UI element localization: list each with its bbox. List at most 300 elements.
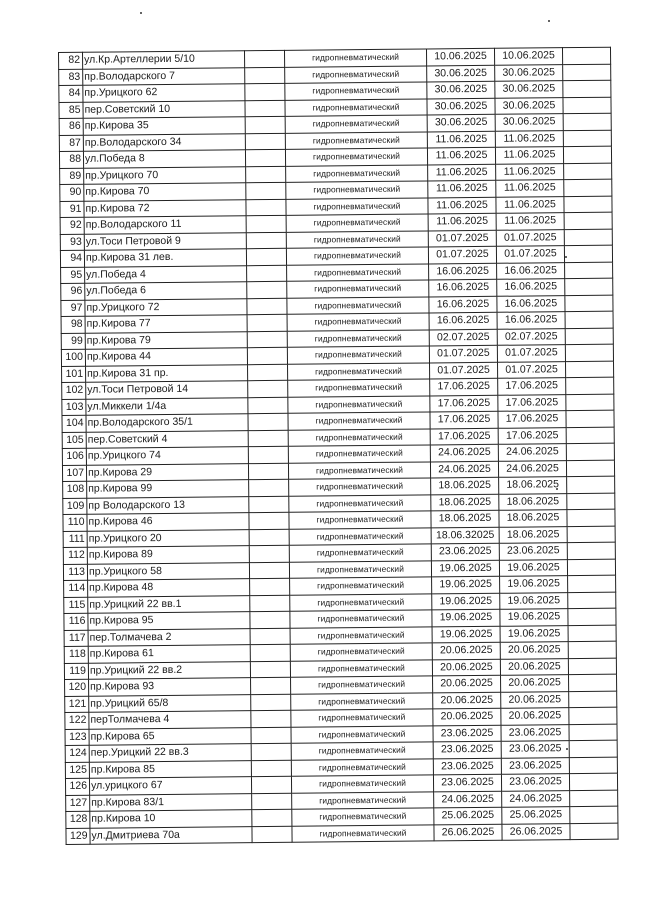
- address-cell: пр.Урицкого 58: [87, 562, 249, 580]
- row-number: 112: [63, 547, 87, 564]
- empty-cell: [247, 298, 287, 315]
- date-cell-2: 17.06.2025: [498, 394, 566, 411]
- row-number: 109: [63, 498, 87, 515]
- empty-cell: [567, 476, 615, 493]
- row-number: 101: [62, 366, 86, 383]
- empty-cell: [563, 97, 611, 114]
- address-cell: пр.Урицкий 22 вв.1: [88, 595, 250, 613]
- row-number: 129: [66, 828, 90, 845]
- date-cell-2: 16.06.2025: [497, 279, 565, 296]
- empty-cell: [246, 248, 286, 265]
- empty-cell: [569, 707, 617, 724]
- empty-cell: [567, 509, 615, 526]
- empty-cell: [249, 529, 289, 546]
- empty-cell: [250, 578, 290, 595]
- empty-cell: [569, 691, 617, 708]
- empty-cell: [247, 265, 287, 282]
- date-cell-1: 17.06.2025: [430, 411, 498, 428]
- date-cell-1: 24.06.2025: [434, 791, 502, 808]
- date-cell-2: 17.06.2025: [498, 427, 566, 444]
- address-cell: пр Володарского 13: [87, 496, 249, 514]
- date-cell-2: 25.06.2025: [502, 807, 570, 824]
- date-cell-1: 18.06.2025: [431, 510, 499, 527]
- equipment-type-cell: гидропневматический: [292, 791, 434, 809]
- equipment-type-cell: гидропневматический: [291, 709, 433, 727]
- empty-cell: [247, 331, 287, 348]
- row-number: 126: [65, 778, 89, 795]
- empty-cell: [565, 295, 613, 312]
- date-cell-2: 18.06.2025: [499, 510, 567, 527]
- date-cell-1: 11.06.2025: [427, 147, 495, 164]
- row-number: 119: [64, 663, 88, 680]
- row-number: 99: [61, 333, 85, 350]
- date-cell-1: 23.06.2025: [433, 774, 501, 791]
- date-cell-1: 01.07.2025: [429, 362, 497, 379]
- empty-cell: [251, 743, 291, 760]
- empty-cell: [247, 281, 287, 298]
- row-number: 104: [62, 415, 86, 432]
- empty-cell: [249, 512, 289, 529]
- equipment-type-cell: гидропневматический: [287, 313, 429, 331]
- date-cell-2: 16.06.2025: [497, 295, 565, 312]
- date-cell-2: 11.06.2025: [496, 180, 564, 197]
- table-body: [59, 47, 619, 844]
- row-number: 124: [65, 745, 89, 762]
- date-cell-1: 23.06.2025: [433, 758, 501, 775]
- row-number: 95: [61, 267, 85, 284]
- date-cell-1: 24.06.2025: [430, 461, 498, 478]
- date-cell-1: 10.06.2025: [426, 48, 494, 65]
- date-cell-1: 19.06.2025: [432, 626, 500, 643]
- address-cell: ул.Кр.Артеллерии 5/10: [83, 51, 245, 69]
- empty-cell: [251, 727, 291, 744]
- date-cell-1: 16.06.2025: [429, 296, 497, 313]
- date-cell-2: 26.06.2025: [502, 823, 570, 840]
- scan-speck: [140, 12, 142, 14]
- date-cell-1: 20.06.2025: [432, 659, 500, 676]
- equipment-type-cell: гидропневматический: [292, 824, 434, 842]
- empty-cell: [250, 611, 290, 628]
- equipment-type-cell: гидропневматический: [286, 164, 428, 182]
- empty-cell: [245, 100, 285, 117]
- date-cell-2: 01.07.2025: [496, 229, 564, 246]
- address-cell: ул.Дмитриева 70а: [90, 826, 252, 844]
- equipment-type-cell: гидропневматический: [290, 610, 432, 628]
- empty-cell: [565, 344, 613, 361]
- equipment-type-cell: гидропневматический: [286, 197, 428, 215]
- row-number: 110: [63, 514, 87, 531]
- date-cell-1: 02.07.2025: [429, 329, 497, 346]
- empty-cell: [252, 793, 292, 810]
- date-cell-1: 11.06.2025: [427, 131, 495, 148]
- date-cell-1: 18.06.2025: [431, 494, 499, 511]
- empty-cell: [569, 674, 617, 691]
- date-cell-2: 11.06.2025: [496, 213, 564, 230]
- empty-cell: [247, 347, 287, 364]
- empty-cell: [567, 559, 615, 576]
- empty-cell: [246, 182, 286, 199]
- empty-cell: [566, 460, 614, 477]
- row-number: 107: [62, 465, 86, 482]
- empty-cell: [251, 710, 291, 727]
- date-cell-2: 11.06.2025: [495, 147, 563, 164]
- date-cell-2: 10.06.2025: [494, 48, 562, 65]
- address-cell: пр.Кирова 31 лев.: [84, 249, 246, 267]
- date-cell-2: 18.06.2025: [499, 493, 567, 510]
- row-number: 94: [60, 250, 84, 267]
- date-cell-2: 20.06.2025: [501, 675, 569, 692]
- empty-cell: [250, 628, 290, 645]
- empty-cell: [245, 83, 285, 100]
- date-cell-2: 24.06.2025: [502, 790, 570, 807]
- empty-cell: [245, 116, 285, 133]
- schedule-table-wrapper: [58, 47, 618, 845]
- date-cell-1: 20.06.2025: [433, 692, 501, 709]
- empty-cell: [566, 394, 614, 411]
- empty-cell: [250, 595, 290, 612]
- address-cell: пер.Урицкий 22 вв.3: [89, 744, 251, 762]
- address-cell: пер.Толмачева 2: [88, 628, 250, 646]
- date-cell-2: 24.06.2025: [498, 460, 566, 477]
- address-cell: пр.Кирова 65: [89, 727, 251, 745]
- equipment-type-cell: гидропневматический: [285, 148, 427, 166]
- address-cell: пр.Урицкого 72: [85, 298, 247, 316]
- empty-cell: [569, 740, 617, 757]
- row-number: 92: [60, 217, 84, 234]
- address-cell: пр.Кирова 79: [85, 331, 247, 349]
- row-number: 118: [64, 646, 88, 663]
- date-cell-1: 01.07.2025: [428, 246, 496, 263]
- empty-cell: [248, 413, 288, 430]
- empty-cell: [245, 133, 285, 150]
- empty-cell: [566, 443, 614, 460]
- address-cell: пр.Володарского 35/1: [86, 414, 248, 432]
- address-cell: пр.Кирова 44: [85, 348, 247, 366]
- date-cell-1: 17.06.2025: [430, 395, 498, 412]
- equipment-type-cell: гидропневматический: [288, 379, 430, 397]
- empty-cell: [248, 397, 288, 414]
- date-cell-1: 17.06.2025: [430, 378, 498, 395]
- row-number: 93: [60, 234, 84, 251]
- equipment-type-cell: гидропневматический: [288, 428, 430, 446]
- date-cell-1: 30.06.2025: [427, 98, 495, 115]
- row-number: 128: [66, 811, 90, 828]
- equipment-type-cell: гидропневматический: [291, 758, 433, 776]
- empty-cell: [564, 163, 612, 180]
- empty-cell: [563, 80, 611, 97]
- equipment-type-cell: гидропневматический: [286, 230, 428, 248]
- equipment-type-cell: гидропневматический: [288, 362, 430, 380]
- date-cell-2: 02.07.2025: [497, 328, 565, 345]
- empty-cell: [568, 641, 616, 658]
- date-cell-2: 23.06.2025: [501, 741, 569, 758]
- empty-cell: [569, 757, 617, 774]
- date-cell-1: 11.06.2025: [428, 213, 496, 230]
- equipment-type-cell: гидропневматический: [291, 725, 433, 743]
- empty-cell: [251, 677, 291, 694]
- date-cell-2: 16.06.2025: [497, 262, 565, 279]
- empty-cell: [565, 278, 613, 295]
- date-cell-2: 19.06.2025: [500, 592, 568, 609]
- date-cell-2: 20.06.2025: [501, 691, 569, 708]
- empty-cell: [564, 212, 612, 229]
- date-cell-1: 30.06.2025: [427, 114, 495, 131]
- equipment-type-cell: гидропневматический: [290, 593, 432, 611]
- address-cell: пр.Урицкого 62: [83, 84, 245, 102]
- address-cell: пр.Кирова 93: [89, 678, 251, 696]
- empty-cell: [247, 314, 287, 331]
- row-number: 84: [59, 85, 83, 102]
- date-cell-1: 19.06.2025: [432, 609, 500, 626]
- date-cell-1: 24.06.2025: [430, 444, 498, 461]
- address-cell: пр.Урицкий 22 вв.2: [88, 661, 250, 679]
- date-cell-2: 01.07.2025: [496, 246, 564, 263]
- equipment-type-cell: гидропневматический: [285, 98, 427, 116]
- empty-cell: [250, 644, 290, 661]
- date-cell-2: 30.06.2025: [495, 97, 563, 114]
- date-cell-2: 23.06.2025: [501, 724, 569, 741]
- empty-cell: [244, 50, 284, 67]
- equipment-type-cell: гидропневматический: [287, 329, 429, 347]
- equipment-type-cell: гидропневматический: [291, 692, 433, 710]
- equipment-type-cell: гидропневматический: [290, 577, 432, 595]
- equipment-type-cell: гидропневматический: [285, 115, 427, 133]
- empty-cell: [563, 113, 611, 130]
- address-cell: пр.Кирова 61: [88, 645, 250, 663]
- empty-cell: [252, 809, 292, 826]
- row-number: 83: [59, 69, 83, 86]
- empty-cell: [249, 562, 289, 579]
- address-cell: пр.Володарского 11: [84, 216, 246, 234]
- empty-cell: [248, 364, 288, 381]
- empty-cell: [569, 724, 617, 741]
- date-cell-2: 11.06.2025: [495, 130, 563, 147]
- empty-cell: [248, 446, 288, 463]
- address-cell: пр.Кирова 83/1: [90, 793, 252, 811]
- date-cell-2: 17.06.2025: [498, 411, 566, 428]
- address-cell: пр.Кирова 10: [90, 810, 252, 828]
- date-cell-2: 19.06.2025: [500, 576, 568, 593]
- empty-cell: [248, 430, 288, 447]
- address-cell: ул.Миккели 1/4а: [86, 397, 248, 415]
- scan-speck: [548, 20, 550, 22]
- row-number: 125: [65, 762, 89, 779]
- date-cell-1: 18.06.2025: [431, 477, 499, 494]
- date-cell-1: 23.06.2025: [433, 725, 501, 742]
- row-number: 89: [60, 168, 84, 185]
- address-cell: пр.Кирова 89: [87, 546, 249, 564]
- date-cell-1: 30.06.2025: [427, 65, 495, 82]
- date-cell-1: 19.06.2025: [431, 560, 499, 577]
- empty-cell: [565, 361, 613, 378]
- empty-cell: [564, 196, 612, 213]
- row-number: 88: [59, 151, 83, 168]
- date-cell-2: 18.06.2025: [499, 477, 567, 494]
- equipment-type-cell: гидропневматический: [286, 214, 428, 232]
- address-cell: пр.Кирова 48: [88, 579, 250, 597]
- date-cell-2: 11.06.2025: [496, 163, 564, 180]
- row-number: 115: [64, 597, 88, 614]
- date-cell-1: 26.06.2025: [434, 824, 502, 841]
- equipment-type-cell: гидропневматический: [292, 808, 434, 826]
- date-cell-1: 19.06.2025: [432, 593, 500, 610]
- empty-cell: [568, 608, 616, 625]
- date-cell-2: 19.06.2025: [500, 625, 568, 642]
- equipment-type-cell: гидропневматический: [290, 626, 432, 644]
- date-cell-2: 30.06.2025: [495, 114, 563, 131]
- date-cell-2: 23.06.2025: [499, 543, 567, 560]
- row-number: 100: [61, 349, 85, 366]
- empty-cell: [245, 67, 285, 84]
- empty-cell: [564, 245, 612, 262]
- date-cell-2: 23.06.2025: [501, 774, 569, 791]
- empty-cell: [246, 232, 286, 249]
- row-number: 86: [59, 118, 83, 135]
- address-cell: пр.Кирова 35: [83, 117, 245, 135]
- date-cell-1: 30.06.2025: [427, 81, 495, 98]
- empty-cell: [251, 760, 291, 777]
- address-cell: ул.Тоси Петровой 9: [84, 232, 246, 250]
- empty-cell: [565, 311, 613, 328]
- empty-cell: [251, 694, 291, 711]
- address-cell: перТолмачева 4: [89, 711, 251, 729]
- row-number: 85: [59, 102, 83, 119]
- empty-cell: [248, 380, 288, 397]
- date-cell-1: 16.06.2025: [429, 279, 497, 296]
- date-cell-2: 16.06.2025: [497, 312, 565, 329]
- address-cell: пр.Кирова 99: [87, 480, 249, 498]
- empty-cell: [568, 658, 616, 675]
- row-number: 123: [65, 729, 89, 746]
- date-cell-2: 17.06.2025: [498, 378, 566, 395]
- address-cell: ул.Победа 6: [85, 282, 247, 300]
- equipment-type-cell: гидропневматический: [290, 659, 432, 677]
- equipment-type-cell: гидропневматический: [289, 511, 431, 529]
- row-number: 96: [61, 283, 85, 300]
- empty-cell: [246, 215, 286, 232]
- date-cell-2: 20.06.2025: [501, 708, 569, 725]
- row-number: 116: [64, 613, 88, 630]
- row-number: 121: [65, 696, 89, 713]
- date-cell-1: 23.06.2025: [431, 543, 499, 560]
- empty-cell: [564, 229, 612, 246]
- equipment-type-cell: гидропневматический: [291, 775, 433, 793]
- date-cell-2: 30.06.2025: [495, 64, 563, 81]
- equipment-type-cell: гидропневматический: [287, 280, 429, 298]
- date-cell-1: 25.06.2025: [434, 807, 502, 824]
- equipment-type-cell: гидропневматический: [287, 346, 429, 364]
- equipment-type-cell: гидропневматический: [288, 412, 430, 430]
- date-cell-1: 11.06.2025: [428, 197, 496, 214]
- equipment-type-cell: гидропневматический: [286, 247, 428, 265]
- row-number: 106: [62, 448, 86, 465]
- equipment-type-cell: гидропневматический: [284, 49, 426, 67]
- empty-cell: [568, 592, 616, 609]
- row-number: 102: [62, 382, 86, 399]
- address-cell: пр.Кирова 77: [85, 315, 247, 333]
- equipment-type-cell: гидропневматический: [286, 181, 428, 199]
- row-number: 105: [62, 432, 86, 449]
- empty-cell: [245, 149, 285, 166]
- address-cell: ул.Тоси Петровой 14: [86, 381, 248, 399]
- row-number: 108: [63, 481, 87, 498]
- date-cell-2: 23.06.2025: [501, 757, 569, 774]
- equipment-type-cell: гидропневматический: [287, 296, 429, 314]
- date-cell-2: 19.06.2025: [500, 609, 568, 626]
- equipment-type-cell: гидропневматический: [289, 560, 431, 578]
- equipment-type-cell: гидропневматический: [288, 461, 430, 479]
- row-number: 97: [61, 300, 85, 317]
- equipment-type-cell: гидропневматический: [285, 131, 427, 149]
- date-cell-1: 01.07.2025: [428, 230, 496, 247]
- empty-cell: [564, 179, 612, 196]
- date-cell-1: 20.06.2025: [433, 708, 501, 725]
- date-cell-2: 20.06.2025: [500, 658, 568, 675]
- empty-cell: [570, 823, 618, 840]
- empty-cell: [246, 166, 286, 183]
- date-cell-1: 19.06.2025: [432, 576, 500, 593]
- empty-cell: [566, 377, 614, 394]
- equipment-type-cell: гидропневматический: [291, 742, 433, 760]
- row-number: 122: [65, 712, 89, 729]
- equipment-type-cell: гидропневматический: [289, 494, 431, 512]
- empty-cell: [562, 47, 610, 64]
- equipment-type-cell: гидропневматический: [289, 527, 431, 545]
- empty-cell: [563, 64, 611, 81]
- empty-cell: [249, 496, 289, 513]
- address-cell: пр.Кирова 95: [88, 612, 250, 630]
- date-cell-2: 11.06.2025: [496, 196, 564, 213]
- equipment-type-cell: гидропневматический: [285, 65, 427, 83]
- date-cell-1: 01.07.2025: [429, 345, 497, 362]
- empty-cell: [568, 625, 616, 642]
- address-cell: пр.Володарского 7: [83, 67, 245, 85]
- row-number: 87: [59, 135, 83, 152]
- row-number: 82: [59, 52, 83, 69]
- date-cell-2: 19.06.2025: [499, 559, 567, 576]
- address-cell: пр.Кирова 70: [84, 183, 246, 201]
- empty-cell: [252, 826, 292, 843]
- row-number: 114: [64, 580, 88, 597]
- address-cell: пр.Урицкий 65/8: [89, 694, 251, 712]
- row-number: 117: [64, 630, 88, 647]
- address-cell: пр.Урицкого 20: [87, 529, 249, 547]
- address-cell: пр.Кирова 31 пр.: [86, 364, 248, 382]
- row-number: 127: [66, 795, 90, 812]
- address-cell: ул.урицкого 67: [89, 777, 251, 795]
- address-cell: ул.Победа 4: [85, 265, 247, 283]
- date-cell-1: 16.06.2025: [429, 312, 497, 329]
- address-cell: пр.Володарского 34: [83, 133, 245, 151]
- equipment-type-cell: гидропневматический: [289, 478, 431, 496]
- address-cell: пер.Советский 10: [83, 100, 245, 118]
- row-number: 98: [61, 316, 85, 333]
- empty-cell: [570, 806, 618, 823]
- equipment-type-cell: гидропневматический: [285, 82, 427, 100]
- date-cell-2: 01.07.2025: [497, 345, 565, 362]
- equipment-type-cell: гидропневматический: [290, 643, 432, 661]
- date-cell-1: 20.06.2025: [433, 675, 501, 692]
- address-cell: пр.Урицкого 74: [86, 447, 248, 465]
- empty-cell: [251, 776, 291, 793]
- empty-cell: [569, 773, 617, 790]
- empty-cell: [565, 262, 613, 279]
- date-cell-2: 18.06.2025: [499, 526, 567, 543]
- date-cell-2: 01.07.2025: [497, 361, 565, 378]
- empty-cell: [250, 661, 290, 678]
- equipment-type-cell: гидропневматический: [288, 395, 430, 413]
- empty-cell: [563, 130, 611, 147]
